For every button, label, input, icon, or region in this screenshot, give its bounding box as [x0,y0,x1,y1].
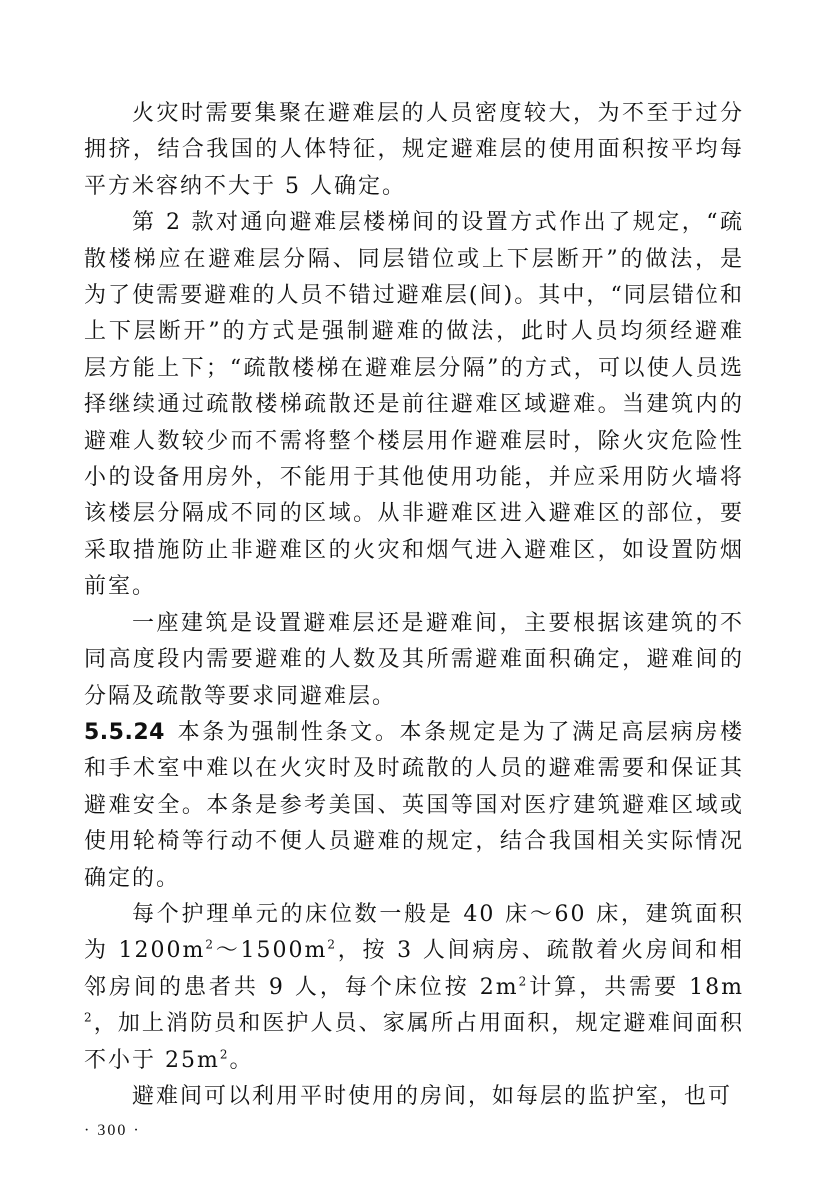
clause-number: 5.5.24 [84,719,165,745]
paragraph-stair-arrangement: 第 2 款对通向避难层楼梯间的设置方式作出了规定，“疏散楼梯应在避难层分隔、同层错位或上下层断开”的做法，是为了使需要避难的人员不错过避难层(间)。其中，“同层错位和上下层断开”的方式是强制避难的做法，此时人员均须经避难层方能上下；“疏散楼梯在避难层分隔”的方式，可以使人员选择继续通过疏散楼梯疏散还是前往避难区域避难。当建筑内的避难人数较少而不需将整个楼层用作避难层时，除火灾危险性小的设备用房外，不能用于其他使用功能，并应采用防火墙将该楼层分隔成不同的区域。从非避难区进入避难区的部位，要采取措施防止非避难区的火灾和烟气进入避难区，如设置防烟前室。 [84,210,744,600]
clause-5-5-24 [84,715,744,897]
paragraph-refuge-choice: 一座建筑是设置避难层还是避难间，主要根据该建筑的不同高度段内需要避难的人数及其所需避难面积确定，避难间的分隔及疏散等要求同避难层。 [84,610,744,709]
page-number: · 300 · [84,1122,141,1139]
paragraph-refuge-floor-density: 火灾时需要集聚在避难层的人员密度较大，为不至于过分拥挤，结合我国的人体特征，规定避难层的使用面积按平均每平方米容纳不大于 5 人确定。 [84,101,744,199]
paragraph-refuge-area-calc: 每个护理单元的床位数一般是 40 床～60 床，建筑面积为 $1200m^2\sim 1500m^2$，按 3 人间病房、疏散着火房间和相邻房间的患者共 9 人，每个床位按 $2m^2$计算，共需要 $18m^2$，加上消防员和医护人员、家属所占用面积，规定避难间面积不小于 $25m^2$。 [84,901,744,1073]
clause-text: 本条为强制性条文。本条规定是为了满足高层病房楼和手术室中难以在火灾时及时疏散的人员的避难需要和保证其避难安全。本条是参考美国、英国等国对医疗建筑避难区域或使用轮椅等行动不便人员避难的规定，结合我国相关实际情况确定的。 [84,719,744,891]
document-body [84,96,744,1115]
paragraph-refuge-room-usage: 避难间可以利用平时使用的房间，如每层的监护室，也可 [132,1083,733,1109]
